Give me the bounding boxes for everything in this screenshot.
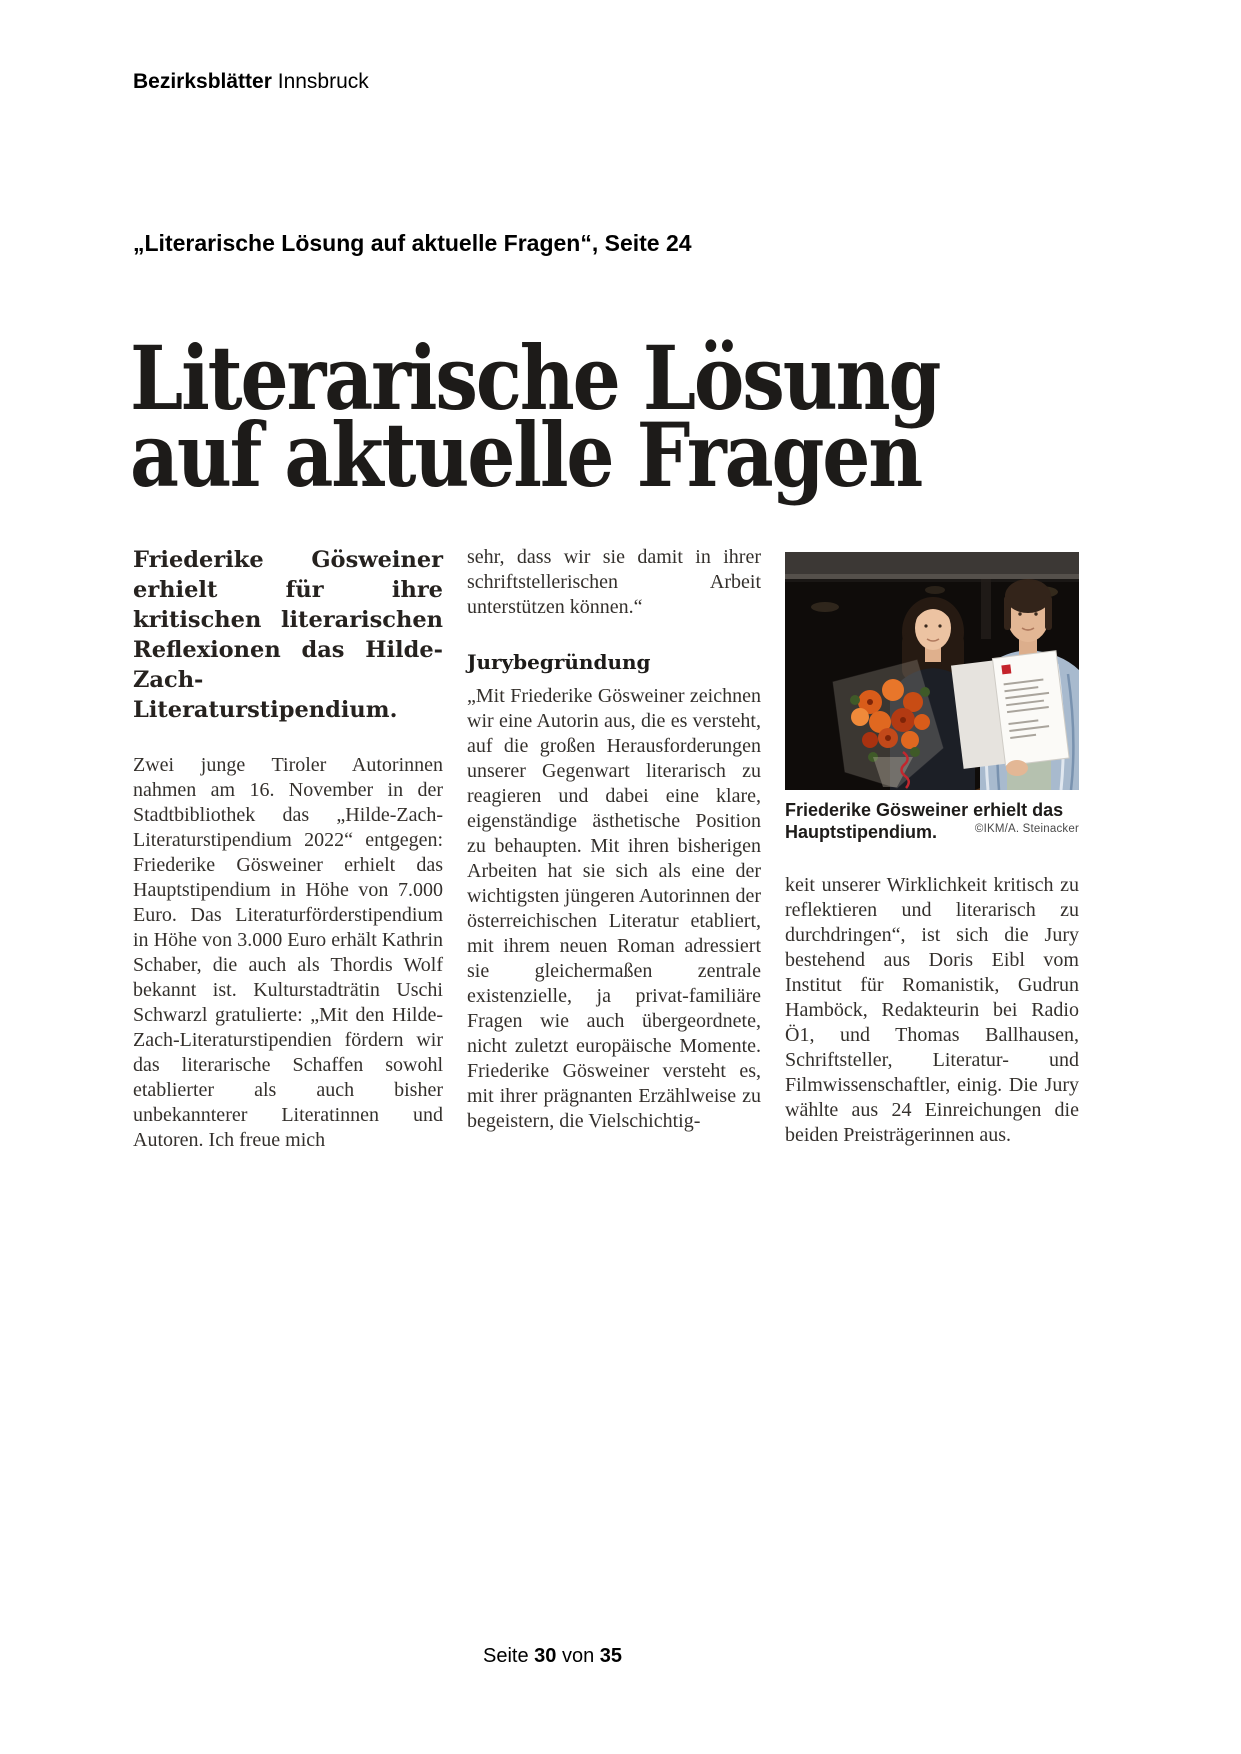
certificate: [951, 651, 1069, 771]
kicker-line: „Literarische Lösung auf aktuelle Fragen“, Seite 24: [133, 230, 692, 256]
masthead: [133, 70, 369, 94]
photo-caption: [785, 799, 1079, 843]
photo-credit: ©IKM/A. Steinacker: [974, 823, 1079, 835]
footer-label-page: Seite: [483, 1645, 529, 1667]
hand: [1006, 760, 1028, 776]
headline-line-1: Literarische Lösung: [130, 326, 940, 430]
masthead-region: Innsbruck: [277, 70, 369, 93]
article-column-1: [133, 545, 443, 1153]
article-headline: [130, 326, 940, 507]
masthead-brand: Bezirksblätter: [133, 70, 272, 93]
body-paragraph-col2: „Mit Friederike Gösweiner zeichnen wir eine Autorin aus, die es versteht, auf die großen Herausforderungen unserer Gegenwart literarisch zu reagieren und dabei eine klare, eigenständige ästhetische Position zu behaupten. Mit ihren bisherigen Arbeiten hat sie sich als eine der wichtigsten jüngeren Autorinnen der österreichischen Literatur etabliert, mit ihrem neuen Roman adressiert sie gleichermaßen zentrale existenzielle, ja privat-familiäre Fragen wie auch übergeordnete, nicht zuletzt europäische Momente. Friederike Gösweiner versteht es, mit ihrer prägnanten Erzählweise zu begeistern, die Vielschichtig-: [467, 685, 761, 1132]
footer-label-of: von: [561, 1645, 595, 1667]
article-column-2: [467, 545, 761, 1153]
body-paragraph-col1: Zwei junge Tiroler Autorinnen nahmen am 16. November in der Stadtbibliothek das „Hilde-Zach-Literaturstipendium 2022“ entgegen: Friederike Gösweiner erhielt das Hauptstipendium in Höhe von 7.000 Euro. Das Literaturförderstipendium in Höhe von 3.000 Euro erhält Kathrin Schaber, die auch als Thordis Wolf bekannt ist. Kulturstadträtin Uschi Schwarzl gratulierte: „Mit den Hilde-Zach-Literaturstipendien fördern wir das literarische Schaffen sowohl etablierter als auch bisher unbekannterer Literatinnen und Autoren. Ich freue mich: [133, 754, 443, 1151]
lead-paragraph: Friederike Gösweiner erhielt für ihre kritischen literarischen Reflexionen das Hilde-Zach-Literaturstipendium.: [133, 547, 443, 723]
footer-page-current: 30: [534, 1645, 557, 1667]
photo-illustration: [785, 552, 1079, 790]
footer-page-total: 35: [599, 1645, 623, 1667]
photo-caption-text: Friederike Gösweiner erhielt das Hauptstipendium.: [785, 800, 1064, 842]
subhead-jurybegruendung: Jurybegründung: [467, 650, 651, 674]
headline-line-2: auf aktuelle Fragen: [130, 403, 922, 507]
article-column-3: [785, 545, 1079, 1153]
body-paragraph-col3: keit unserer Wirklichkeit kritisch zu reflektieren und literarisch zu durchdringen“, ist sich die Jury bestehend aus Doris Eibl vom Institut für Romanistik, Gudrun Hamböck, Redakteurin bei Radio Ö1, und Thomas Ballhausen, Schriftsteller, Literatur- und Filmwissenschaftler, einig. Die Jury wählte aus 24 Einreichungen die beiden Preisträgerinnen aus.: [785, 874, 1079, 1146]
article-photo: [785, 552, 1079, 790]
body-paragraph-col2-intro: sehr, dass wir sie damit in ihrer schriftstellerischen Arbeit unterstützen können.“: [467, 546, 761, 618]
page-footer: [483, 1645, 622, 1668]
article-body: [133, 545, 1079, 1153]
